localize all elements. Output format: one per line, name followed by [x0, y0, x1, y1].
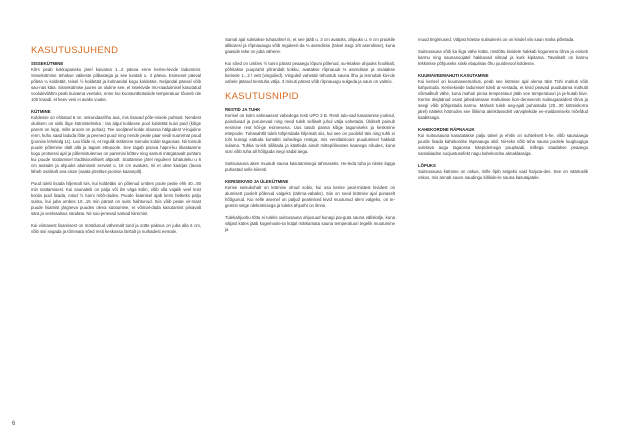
- paragraph: Kerisel on kolm vaheaasest vahedega resti UPO 3 B. Resti tulu-vad kasutamise jooksul, painduvad ja purunevad ning need tuleb selliselt juhul välja vahetada. Üldiselt painub eesmine rest kõi-ge esimesena. Uus tasub panna kõige tagumiseks ja keskmine ettepoole. Tuhasahtlit tuleb tühjendada hiljemalt siis, kui see on poolekil täis ning tuhk ei tohi kunagi sattuda kontakti vahedega restiga, mis ventilatsiooni puudumisel hakkab sulama. Tuhka tu-leb sililitada ja kästleda ainult mittepõlevates kaanega nõudes, kuna süsi võib tuha all hõõguda isegi nädal aega.: [225, 113, 395, 154]
- paragraph: Suitsusauna aken muutub sauna kasutamisega tahmaseks. He-leda tuha ja niiske lapga puhastad selle kiiresti.: [225, 161, 395, 172]
- paragraph: muud tingimused. Väljast köetav suitsukeris on on kindel viis saun maha põletada.: [418, 37, 575, 42]
- subheading-kuumaveemahuti: KUUMAVEEMAHUTI KASUTAMINE: [418, 73, 489, 78]
- paragraph: Kerise seisukohalt on kütmine olnud sobiv, kui osa kerise peal-mistest kividest on alumisett poolelt põlenud valgeks (tahma-vabaks). Siis on seed kütmise ajal punaselt hõõgunud. Kui selle asemel on paljud pealmised kivid muutunud üleni valgeks, on te-gemist selge ülekütmisega ja tuleks ahjuöht on ilmne.: [225, 185, 395, 208]
- paragraph: Puud tuleb lisada hiljemalt siis, kui koldetäis on põlenud umbes poole peale ehk 40...50 min süütamisest. Kui saunaleiti on palju või ilm väga külm, võib olla vajalik veel teist korda puid lisada, nüüd ½ tunni mõõ-dudes. Puude lisamisel ajab keris hetkeks palju suitsu, kui juba umbes 10...15 min pärast on suits haihtunud. Siis võib peale vir-mast puude lisamist järgneva puudes oleva süütumine, et võimal-dada kasutamist piisavalt sära ja veelvaalsus süüdata. Nii soo-jenevad samad kiiremini.: [31, 181, 201, 216]
- paragraph: Samal ajal suletakse tuhasahtel ni, et see jääb u. 3 cm avatuks, ahjuuks u. 6 cm praokile allikaresi ja rõpnauaugu võib reguleeri-da ⅓ asendisse (talvel isegi 1/8 asendisse), kuna gaaside teke on juba vähene.: [225, 37, 395, 54]
- paragraph: Suitsusauna võib ka liiga vähe kütta, mistõttu kividele hakkab kogunema tõrva ja esineb karmu ning saunasoojatel hakkavad silmad ja kurk kipitama. Tavaliselt on karmu tekkimise põhjuseks siiski ebapiisav õhu juurdevool koldesse.: [418, 49, 588, 66]
- paragraph: Kõrs peab kokkupaneku järel kuivama 1...2 päeva enne kerise-kivide laduminst. Sissekütmine tehakse väikeste pilbastega ja see kestab u. 3 päeva. Esimesel päeval põleta ¼ koldetäit, teisel ½ koldetäit ja kolmandal kogu koldetäis. Neljandal päeval võib sau-nas käia. Sissekütmise juures on oluline see, et sisekivide mü-raaduimisel kasutatud voolukivilähm peab kuivama veetuks, enne kui koostuntkütusiide temperatuur tõuseb üle 100 kraadi, et keev vesi ei avaks vuuke.: [31, 67, 201, 102]
- paragraph: Koldesse on ehitatud 6 nn. sekundaarõhu ava, mis lisavad põle-misele puhtust. Nendest olulisem on siski õige kütmistehnika : las algul koldesse pool koldetäit kuivi puid (kõige parem on lepp, mille aroom on puhas). Tee sooljänel kolde ülaossa hälgudest V-kujuline renn, kuhu saad laduda lõite ja peened puud ning nende peale paar veidi suuremat puud (joonise lehekülg 11). Lao lõide ni, et regulik süttimine toimuks kolde tagaosas. Nii toimub puude põlemine ülalt alla ja tagant ettepoole. See tagab pisava hapni-ku rikastaanne kogu protsessi ajal ja põlemistulemus on paremini kõttev ning samuti märgatavalt puhtam kui puude süütamisel traditsiooniliselt altpoolt. Süütamise järel reguleeri tuhatuleku u 6 cm avatuks ja ahjuuks alumisest servast u. 18 cm avatuks, nii et ukse kaarjas (laosa läheb osalisolt ava sisse (vaata pöstitus-joonise kaanepilt).: [31, 115, 201, 174]
- heading-kasutusnipid: KASUTUSNIPID: [225, 91, 299, 102]
- subheading-kahekordne-rapnaauk: KAHEKORDNE RÄPNAAUK: [418, 127, 475, 132]
- subheading-kerisekivid: KERISEKIVID JA ÜLEKÜTMINE: [225, 179, 289, 184]
- paragraph: Kui kerisel on kuumaveemahuti, peab see kütmise ajal olema täis! Tühi mahuti võib kahjustuda. Kerisekivide ladumisel tuleb ar-vestada, et kivid peavad puudutama mahutit võimalikult vähe, kuna mahuti pinna temperatuur jääb vee temperatuuri ja ja-hutab kive. Kerise ülejäänud osast jahedamasse mahutisse kon-denseerub suitsugaasidest tõrva ja seegi võib põhjustada karmu. Mahutit tuleb aeg-ajalt puhastada (20...30 kütmiskorra järel) näiteks höörudes see lõikima akinklassidelt värvipleikide ee-maldamiseks mõeldud kaabitsaga.: [418, 79, 588, 120]
- subheading-kutmine: KÜTMINE: [31, 109, 51, 114]
- paragraph: Kui suitsusauna kasutatakse palju talvel ja ehitis on suhteliselt ti-he, võib saunaaega juurde lisada kahekordse räpnaaugu abil. Nii-teks võib teha sauna poolele luugluugiga suletava augu tagaossa käepidemega puuplaadi, millega saadakse peaaegu samalaadne soojustusefekt nagu kahekordse aknaklaasiga.: [418, 133, 588, 156]
- paragraph: Tulekahjuohu tõttu ei tuleks suitsusauna ahjusuud kunagi pai-guta sauna väliskülje, kuna väljast kütes jääb kogemuste-ta kütjal märkamata sauna temperatuuri tegelik muutumine ja: [225, 215, 395, 232]
- paragraph: Kui sõed on umbes ½ tunni pärast peaaegu lõpuni põlenud, su-letakse ahjuuks hoolikalt, põhitakse puuprahit põrandalt kokku, avatakse rõpnauuk ⅓ asendisse ja visatakse kerisele 1...2 l vett (vingulied). Vinguleil vahetab tühustub sauna õhu ja lennutab kivi-de vahele jäänud tenstuha välja. 3 minuti pärast võib rõpnauugu sulgeda ja saun on valmis.: [225, 61, 395, 84]
- paragraph: Kui viimasest lisamisest on möödunud vähemalt tund ja sütte paksus on juba alla 6 cm, võib sisi segada ja tõmmata sõed resti keskossa lärrtalt ja nurkadest eemale.: [31, 223, 201, 234]
- paragraph: Suitsusauna kütmine on oskus, mille õpib selgeks vaid harjuta-des. See on väärtuslik oskus, mis annab suure naudingu kõikide-le sauna kasutajatele.: [418, 169, 588, 180]
- subheading-restid-ja-tuhk: RESTID JA TUHK: [225, 107, 261, 112]
- column-left: [31, 45, 201, 241]
- heading-kasutusjuhend: KASUTUSJUHEND: [31, 45, 119, 56]
- column-middle: [225, 37, 395, 239]
- column-right: [418, 37, 588, 187]
- page-number: 6: [12, 421, 16, 427]
- subheading-sissekutmine: SISSEKÜTMINE: [31, 61, 64, 66]
- subheading-lopuks: LÕPUKS: [418, 163, 436, 168]
